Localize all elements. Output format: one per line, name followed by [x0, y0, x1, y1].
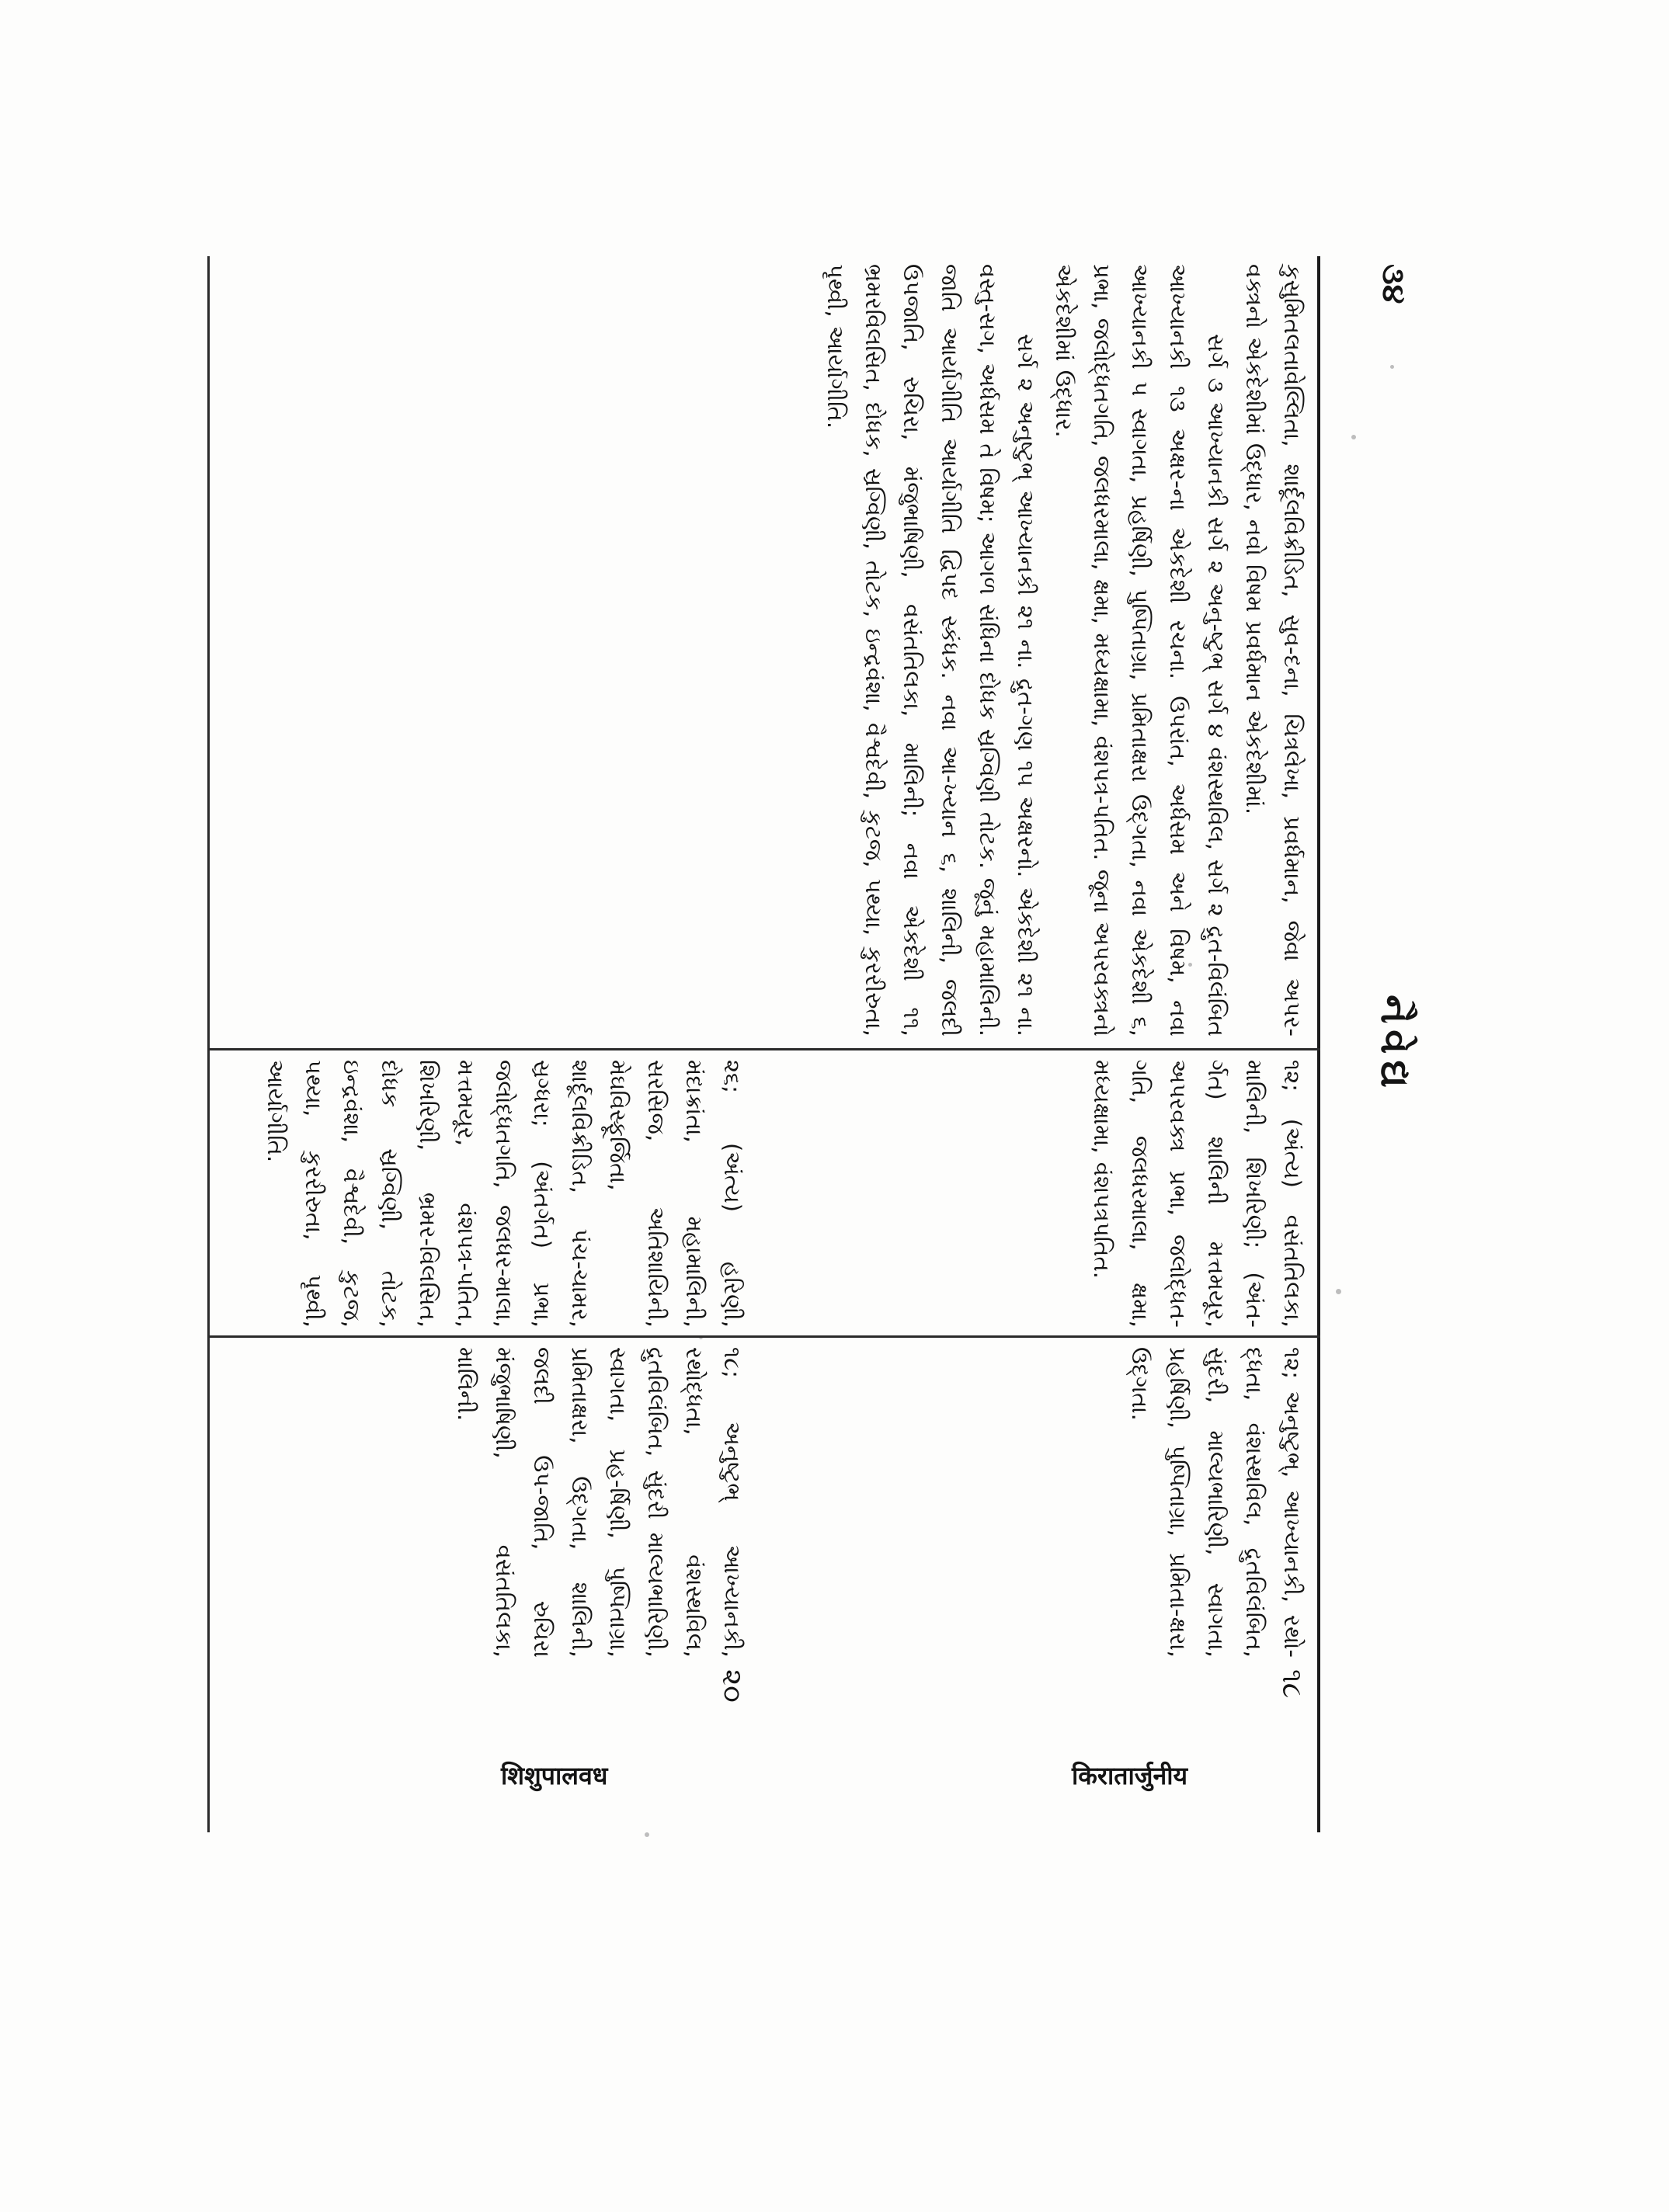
late-metres-cell: [256, 1060, 751, 1328]
rotated-page-content: [190, 256, 1417, 1832]
commentary-paragraph: સર્ગ ૨ અનુષ્ટુભ્ આખ્યાનકી ૨૧ ના. દ્રુત-ગણ ૧૫ અક્ષરનો. એકદેશી ૨૧ ના. વસ્તુ-સગ, અર્ધસમ તે વિષમ; આગળ સંધિના દોધક સ્રગ્વિણી તોટક. જૂનું મહામાલિની. જાતિ આર્યાગીતિ આર્યાગીતિ દ્વિપદ સ્કંધક. નવા આ-ખ્યાન ૬, શાલિની, જલદી ઉપજાતિ, રુચિરા, મંજુભાષિણી, વસંતતિલકા, માલિની; નવા એકદેશી ૧૧, ભ્રમરવિલસિત, દોધક, સ્રગ્વિણી, તોટક, ઇન્દ્રવંશા, વૈશ્વદેવી, કુટજ, પથ્યા, કુરરીરુતા, પૃથ્વી, આર્યાગીતિ.: [822, 264, 1039, 1037]
table-row: [761, 256, 1320, 1832]
commentary-paragraph: સર્ગ ૩ આખ્યાનકી સર્ગ ૨ અનુ-ષ્ટુભ્ સર્ગ ૪ વંશસ્થવિલ, સર્ગ ૨ દ્રુત-વિલંબિત આખ્યાનકી ૧૩ અક્ષર-ના એકદેશી રચના. ઉપરાંત, અર્ધસમ અને વિષમ, નવા આખ્યાનકી ૫ સ્વાગતા, પ્રહર્ષિણી, પુષ્પિતાગ્રા, પ્રમિતાક્ષરા ઉદ્ગતા, નવા એકદેશી ૬, પ્રભા, જલોદ્ધતગતિ, જલધરમાલા, ક્ષમા, મધ્યક્ષામા, વંશપત્ર-પતિત. જૂના અપરવક્ત્રનો એકદેશીમાં ઉદ્ધાર.: [1051, 264, 1229, 1037]
poem-title: किरातार्जुनीय: [1072, 1761, 1188, 1790]
running-title: નૈવેદ્ય: [1372, 995, 1417, 1094]
commentary-paragraph: કુસુમિતલતાવેલ્લિતા, શાર્દૂલવિક્રીડિત, સુવ-દના, ચિત્રલેખા, પ્રવર્ધમાન, જેવા અપર-વક્ત્રનો એકદેશીમાં ઉદ્ધાર, નવો વિષમ પ્રવર્ધમાન એકદેશીમાં.: [1241, 264, 1306, 1037]
late-metres-cell: [1083, 1060, 1311, 1328]
page-number: ૩૪: [1375, 264, 1411, 304]
metres-cell: [447, 1347, 751, 1658]
metres-cell: [1121, 1347, 1311, 1658]
canto-count: ૧૮: [1276, 1669, 1308, 1699]
late-metres-text: ૨૬; (અંત્ય) હરિણી, મંદાક્રાંતા, મહામાલિની, સરસિજ, અતિશાયિની, મેઘવિસ્ફૂર્જિતા, શાર્દૂલવિક્રીડિત, પંચ-ચામર, સ્રગ્ધરા; (અંતર્ગત) પ્રભા, જલોદ્ધતગતિ, જલધર-માલા, મત્તમયૂર, વંશપત્ર-પતિત, શિખરિણી, ભ્રમર-વિલસિત, દોધક સ્રગ્વિણી, તોટક, ઇન્દ્રવંશા, વૈશ્વદેવી, કુટજ, પથ્યા, કુરરીરુતા, પૃથ્વી, આર્યાગીતિ.: [263, 1060, 746, 1328]
scan-speck: [645, 1832, 649, 1837]
poem-title: शिशुपालवध: [501, 1761, 608, 1790]
metre-table: [202, 256, 1320, 1832]
metres-text: ૧૨; અનુષ્ટુભ્, આખ્યાનકી, રથો-દ્ધતા, વંશસ્થવિલ, દ્રુતવિલંબિત, સુંદરી, માલ્યભારિણી, સ્વાગતા, પ્રહર્ષિણી, પુષ્પિતાગ્રા, પ્રમિતા-ક્ષરા, ઉદ્ગતા.: [1127, 1347, 1306, 1658]
running-head: [1332, 256, 1417, 1832]
late-metres-text: ૧૨; (અંત્ય) વસંતતિલકા, માલિની, શિખરિણી; (અંત-ર્ગત) શાલિની મત્તમયૂર, અપરવક્ત્ર પ્રભા, જલોદ્ધત-ગતિ, જલધરમાલા, ક્ષમા, મધ્યક્ષામા, વંશપત્રપતિત.: [1089, 1060, 1306, 1328]
canto-count: ૨૦: [716, 1669, 748, 1703]
canto-count-cell: [1273, 1669, 1311, 1724]
canto-count-cell: [713, 1669, 751, 1724]
table-row: [210, 256, 757, 1832]
metres-text: ૧૮; અનુષ્ટુભ્ આખ્યાનકી, રથોદ્ધતા, વંશસ્થવિલ, દ્રુતવિલંબિત, સુંદરી માલ્યભારિણી, સ્વાગતા, પ્રહ-ર્ષિણી, પુષ્પિતાગ્રા, પ્રમિતાક્ષરા, ઉદ્ગતા, શાલિની, જલદી ઉપ-જાતિ, રુચિરા મંજુભાષિણી, વસંતતિલકા, માલિની.: [453, 1347, 746, 1658]
